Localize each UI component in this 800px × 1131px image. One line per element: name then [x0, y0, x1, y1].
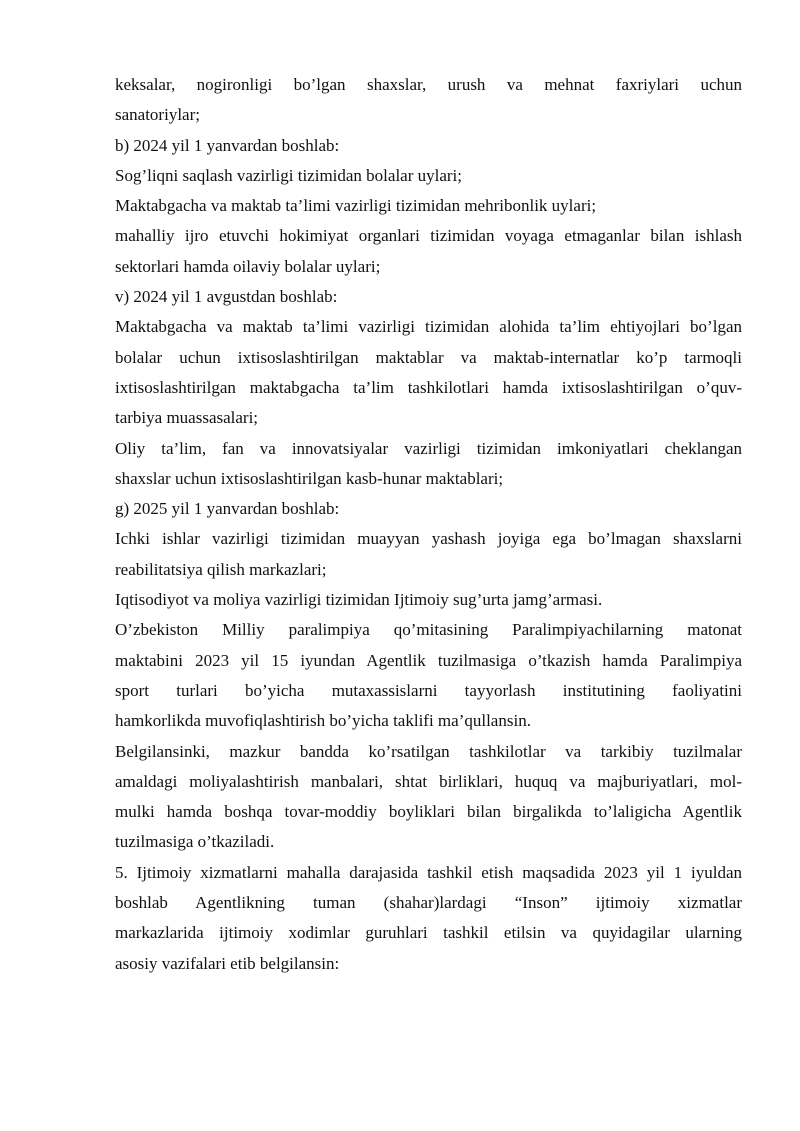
text-line: Maktabgacha va maktab ta’limi vazirligi tizimidan alohida ta’lim ehtiyojlari bo’lgan: [115, 317, 742, 337]
text-line: Maktabgacha va maktab ta’limi vazirligi tizimidan mehribonlik uylari;: [115, 196, 597, 216]
text-line: mulki hamda boshqa tovar-moddiy boyliklari bilan birgalikda to’laligicha Agentlik: [115, 802, 742, 822]
text-line: mahalliy ijro etuvchi hokimiyat organlari tizimidan voyaga etmaganlar bilan ishlash: [115, 226, 742, 246]
text-line: sport turlari bo’yicha mutaxassislarni tayyorlash institutining faoliyatini: [115, 680, 742, 700]
text-line: Oliy ta’lim, fan va innovatsiyalar vazirligi tizimidan imkoniyatlari cheklangan: [115, 438, 742, 458]
text-line: shaxslar uchun ixtisoslashtirilgan kasb-hunar maktablari;: [115, 468, 504, 488]
text-line: b) 2024 yil 1 yanvardan boshlab:: [115, 135, 340, 155]
text-line: amaldagi moliyalashtirish manbalari, shtat birliklari, huquq va majburiyatlari, mol-: [115, 771, 742, 791]
text-line: keksalar, nogironligi bo’lgan shaxslar, urush va mehnat faxriylari uchun: [115, 75, 742, 94]
text-line: sektorlari hamda oilaviy bolalar uylari;: [115, 256, 381, 276]
text-line: 5. Ijtimoiy xizmatlarni mahalla darajasida tashkil etish maqsadida 2023 yil 1 iyuldan: [115, 862, 742, 882]
text-line: maktabini 2023 yil 15 iyundan Agentlik tuzilmasiga o’tkazish hamda Paralimpiya: [115, 650, 742, 670]
text-line: hamkorlikda muvofiqlashtirish bo’yicha taklifi ma’qullansin.: [115, 711, 531, 731]
text-line: boshlab Agentlikning tuman (shahar)lardagi “Inson” ijtimoiy xizmatlar: [115, 893, 742, 913]
text-line: Iqtisodiyot va moliya vazirligi tizimidan Ijtimoiy sug’urta jamg’armasi.: [115, 590, 603, 610]
text-line: markazlarida ijtimoiy xodimlar guruhlari tashkil etilsin va quyidagilar ularning: [115, 923, 742, 943]
text-line: ixtisoslashtirilgan maktabgacha ta’lim tashkilotlari hamda ixtisoslashtirilgan o’quv-: [115, 377, 742, 397]
text-line: asosiy vazifalari etib belgilansin:: [115, 953, 340, 973]
text-line: O’zbekiston Milliy paralimpiya qo’mitasining Paralimpiyachilarning matonat: [115, 620, 742, 640]
text-line: tuzilmasiga o’tkaziladi.: [115, 832, 275, 852]
text-line: tarbiya muassasalari;: [115, 408, 259, 428]
text-line: g) 2025 yil 1 yanvardan boshlab:: [115, 499, 340, 519]
text-line: Belgilansinki, mazkur bandda ko’rsatilgan tashkilotlar va tarkibiy tuzilmalar: [115, 741, 742, 761]
text-line: bolalar uchun ixtisoslashtirilgan maktablar va maktab-internatlar ko’p tarmoqli: [115, 347, 742, 367]
text-line: Sog’liqni saqlash vazirligi tizimidan bolalar uylari;: [115, 165, 463, 185]
text-line: sanatoriylar;: [115, 105, 200, 125]
text-line: reabilitatsiya qilish markazlari;: [115, 559, 327, 579]
text-line: v) 2024 yil 1 avgustdan boshlab:: [115, 287, 338, 307]
text-line: Ichki ishlar vazirligi tizimidan muayyan yashash joyiga ega bo’lmagan shaxslarni: [115, 529, 742, 549]
